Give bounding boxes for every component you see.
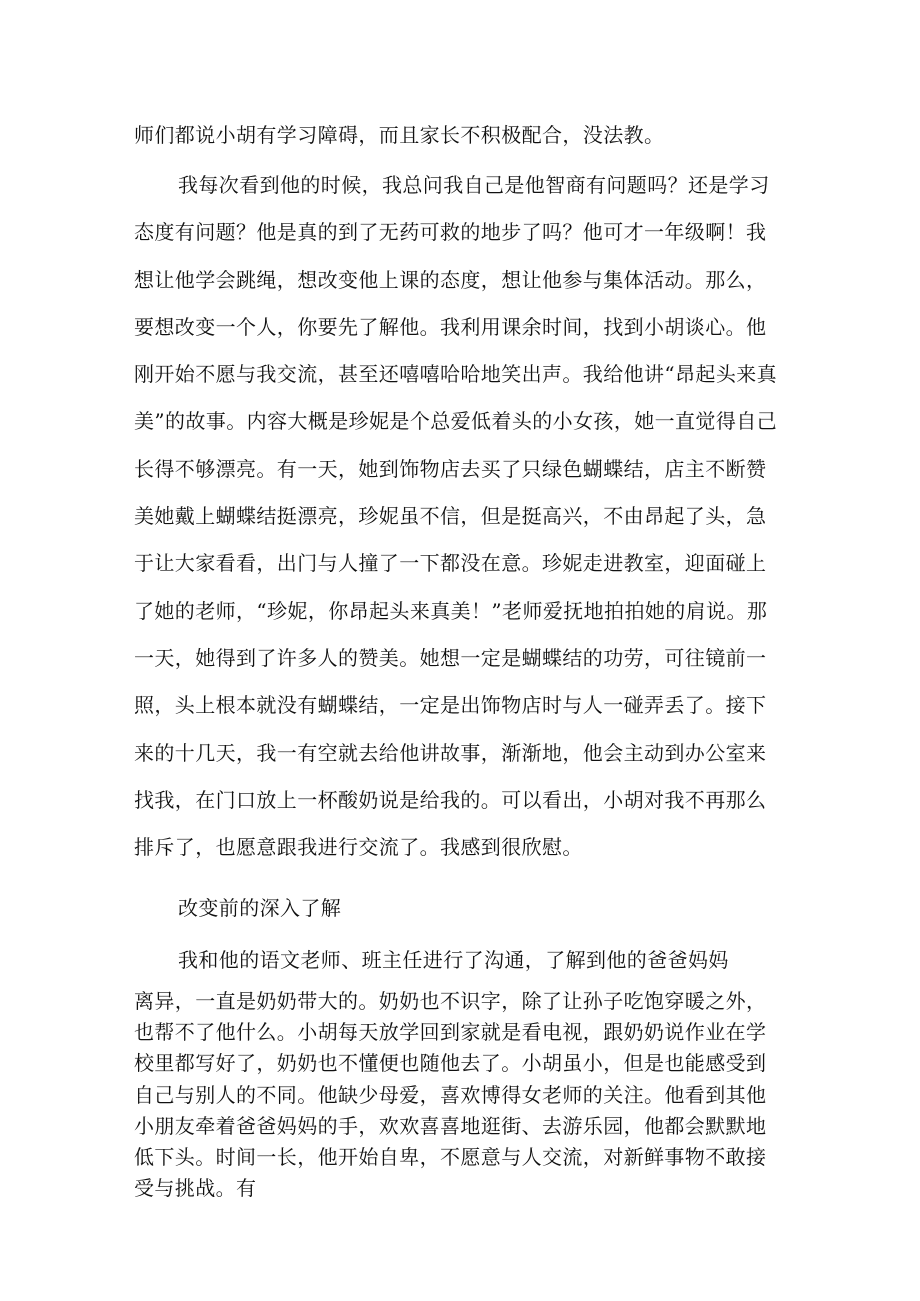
paragraph-communication: 我和他的语文老师、班主任进行了沟通，了解到他的爸爸妈妈	[178, 948, 729, 972]
paragraph-story: 我每次看到他的时候，我总问我自己是他智商有问题吗？还是学习态度有问题？他是真的到了无药可救的地步了吗？他可才一年级啊！我想让他学会跳绳，想改变他上课的态度，想让他参与集体活动。那么，要想改变一个人，你要先了解他。我利用课余时间，找到小胡谈心。他刚开始不愿与我交流，甚至还嘻嘻哈哈地笑出声。我给他讲“昂起头来真美”的故事。内容大概是珍妮是个总爱低着头的小女孩，她一直觉得自己长得不够漂亮。有一天，她到饰物店去买了只绿色蝴蝶结，店主不断赞美她戴上蝴蝶结挺漂亮，珍妮虽不信，但是挺高兴，不由昂起了头，急于让大家看看，出门与人撞了一下都没在意。珍妮走进教室，迎面碰上了她的老师，“珍妮，你昂起头来真美！”老师爱抚地拍拍她的肩说。那一天，她得到了许多人的赞美。她想一定是蝴蝶结的功劳，可往镜前一照，头上根本就没有蝴蝶结，一定是出饰物店时与人一碰弄丢了。接下来的十几天，我一有空就去给他讲故事，渐渐地，他会主动到办公室来找我，在门口放上一杯酸奶说是给我的。可以看出，小胡对我不再那么排斥了，也愿意跟我进行交流了。我感到很欣慰。	[134, 173, 778, 860]
paragraph-background: 离异，一直是奶奶带大的。奶奶也不识字，除了让孙子吃饱穿暖之外，也帮不了他什么。小胡每天放学回到家就是看电视，跟奶奶说作业在学校里都写好了，奶奶也不懂便也随他去了。小胡虽小，但是也能感受到自己与别人的不同。他缺少母爱，喜欢博得女老师的关注。他看到其他小朋友牵着爸爸妈妈的手，欢欢喜喜地逛街、去游乐园，他都会默默地低下头。时间一长，他开始自卑，不愿意与人交流，对新鲜事物不敢接受与挑战。有	[134, 989, 767, 1201]
paragraph-continuation: 师们都说小胡有学习障碍，而且家长不积极配合，没法教。	[134, 123, 665, 147]
section-heading: 改变前的深入了解	[178, 896, 342, 920]
